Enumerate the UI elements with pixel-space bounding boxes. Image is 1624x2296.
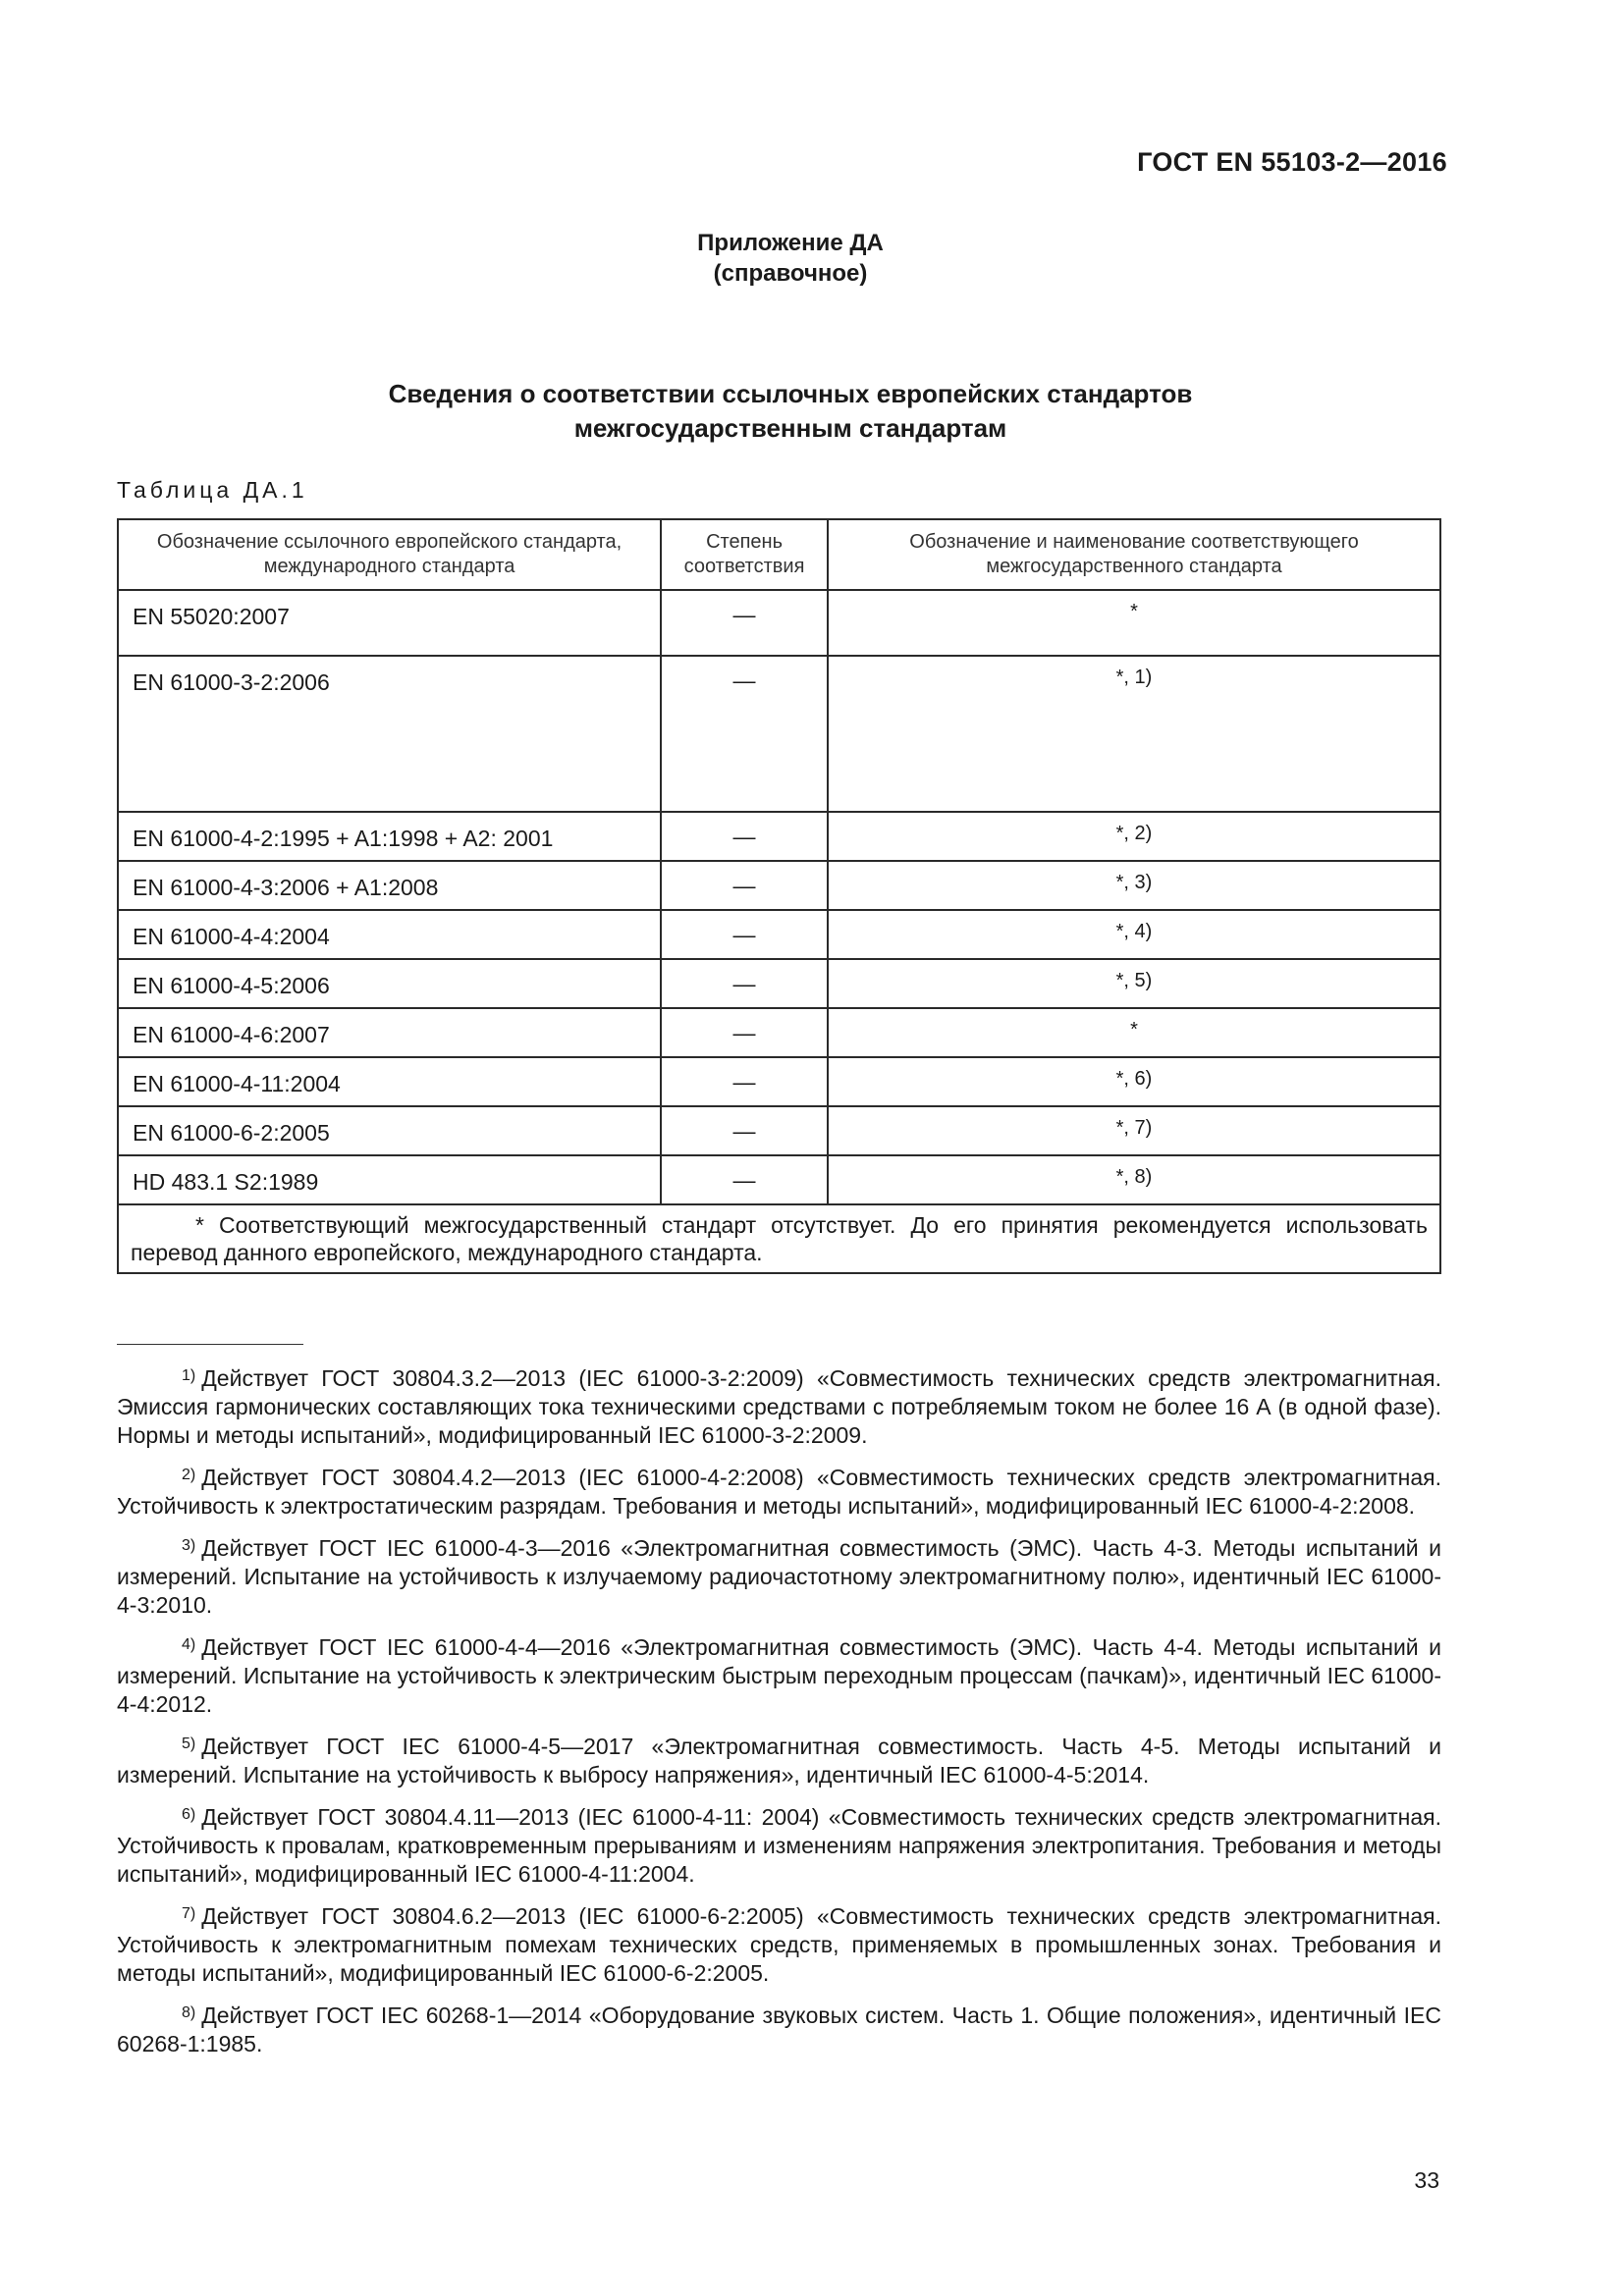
cell-degree: — (661, 1008, 828, 1057)
cell-degree: — (661, 656, 828, 812)
footnote-text: Действует ГОСТ IEC 61000-4-4—2016 «Электромагнитная совместимость (ЭМС). Часть 4-4. Методы испытаний и измерений. Испытание на устойчивость к электрическим быстрым переходным процессам (пачкам)», идентичный IEC 61000-4-4:2012. (117, 1634, 1441, 1717)
appendix-title-block (0, 228, 1581, 289)
table-row (118, 1155, 1440, 1204)
footnote-mark: 8) (182, 2004, 196, 2021)
cell-designation: EN 61000-4-4:2004 (118, 910, 661, 959)
standards-table (117, 518, 1441, 1274)
header-corresponding: Обозначение и наименование соответствующего межгосударственного стандарта (828, 519, 1440, 590)
cell-degree: — (661, 1106, 828, 1155)
cell-designation: EN 61000-4-5:2006 (118, 959, 661, 1008)
table-row (118, 1008, 1440, 1057)
footnote-mark: 4) (182, 1636, 196, 1653)
cell-corresponding: *, 7) (828, 1106, 1440, 1155)
appendix-subtitle: (справочное) (713, 260, 868, 287)
footnote-mark: 5) (182, 1735, 196, 1752)
cell-corresponding: * (828, 590, 1440, 656)
cell-degree: — (661, 590, 828, 656)
header-degree: Степень соответствия (661, 519, 828, 590)
cell-degree: — (661, 910, 828, 959)
cell-designation: EN 61000-4-3:2006 + A1:2008 (118, 861, 661, 910)
cell-corresponding: *, 8) (828, 1155, 1440, 1204)
section-heading (0, 377, 1581, 446)
cell-designation: EN 61000-4-11:2004 (118, 1057, 661, 1106)
footnote-text: Действует ГОСТ 30804.6.2—2013 (IEC 61000-6-2:2005) «Совместимость технических средств электромагнитная. Устойчивость к электромагнитным помехам технических средств, применяемых в промышленных зонах. Требования и методы испытаний», модифицированный IEC 61000-6-2:2005. (117, 1903, 1441, 1986)
footnote-text: Действует ГОСТ 30804.3.2—2013 (IEC 61000-3-2:2009) «Совместимость технических средств электромагнитная. Эмиссия гармонических составляющих тока техническими средствами с потребляемым током не более 16 А (в одной фазе). Нормы и методы испытаний», модифицированный IEC 61000-3-2:2009. (117, 1365, 1441, 1448)
table-row (118, 861, 1440, 910)
footnote-mark: 1) (182, 1367, 196, 1384)
heading-line-2: межгосударственным стандартам (573, 413, 1007, 443)
cell-corresponding: *, 6) (828, 1057, 1440, 1106)
table-row (118, 1057, 1440, 1106)
table-row (118, 812, 1440, 861)
cell-corresponding: *, 5) (828, 959, 1440, 1008)
footnote-5 (117, 1733, 1441, 1789)
footnote-mark: 7) (182, 1905, 196, 1922)
cell-degree: — (661, 812, 828, 861)
table-note-row (118, 1204, 1440, 1273)
cell-corresponding: *, 2) (828, 812, 1440, 861)
table-note (118, 1204, 1440, 1273)
footnote-mark: 6) (182, 1806, 196, 1823)
footnote-text: Действует ГОСТ IEC 60268-1—2014 «Оборудование звуковых систем. Часть 1. Общие положения», идентичный IEC 60268-1:1985. (117, 2002, 1441, 2056)
cell-corresponding: *, 4) (828, 910, 1440, 959)
footnote-text: Действует ГОСТ IEC 61000-4-5—2017 «Электромагнитная совместимость. Часть 4-5. Методы испытаний и измерений. Испытание на устойчивость к выбросу напряжения», идентичный IEC 61000-4-5:2014. (117, 1734, 1441, 1788)
footnote-1 (117, 1364, 1441, 1450)
table-header-row (118, 519, 1440, 590)
table-row (118, 1106, 1440, 1155)
table-row (118, 590, 1440, 656)
footnote-text: Действует ГОСТ 30804.4.2—2013 (IEC 61000-4-2:2008) «Совместимость технических средств электромагнитная. Устойчивость к электростатическим разрядам. Требования и методы испытаний», модифицированный IEC 61000-4-2:2008. (117, 1465, 1441, 1519)
footnote-mark: 3) (182, 1537, 196, 1554)
footnote-2 (117, 1464, 1441, 1521)
cell-corresponding: *, 1) (828, 656, 1440, 812)
footnote-4 (117, 1633, 1441, 1719)
cell-corresponding: * (828, 1008, 1440, 1057)
cell-designation: EN 61000-4-6:2007 (118, 1008, 661, 1057)
cell-degree: — (661, 959, 828, 1008)
footnote-6 (117, 1803, 1441, 1889)
cell-designation: EN 55020:2007 (118, 590, 661, 656)
cell-designation: EN 61000-6-2:2005 (118, 1106, 661, 1155)
footnote-3 (117, 1534, 1441, 1620)
header-designation: Обозначение ссылочного европейского стандарта, международного стандарта (118, 519, 661, 590)
table-label: Таблица ДА.1 (117, 477, 308, 503)
footnote-separator (117, 1344, 303, 1345)
appendix-title: Приложение ДА (697, 230, 884, 256)
cell-designation: HD 483.1 S2:1989 (118, 1155, 661, 1204)
cell-degree: — (661, 1057, 828, 1106)
footnotes (117, 1364, 1441, 2072)
cell-degree: — (661, 861, 828, 910)
cell-designation: EN 61000-3-2:2006 (118, 656, 661, 812)
cell-corresponding: *, 3) (828, 861, 1440, 910)
document-code: ГОСТ EN 55103-2—2016 (1137, 147, 1447, 177)
heading-line-1: Сведения о соответствии ссылочных европейских стандартов (388, 379, 1193, 408)
page-number: 33 (1414, 2167, 1439, 2193)
footnote-mark: 2) (182, 1467, 196, 1483)
footnote-text: Действует ГОСТ IEC 61000-4-3—2016 «Электромагнитная совместимость (ЭМС). Часть 4-3. Методы испытаний и измерений. Испытание на устойчивость к излучаемому радиочастотному электромагнитному полю», идентичный IEC 61000-4-3:2010. (117, 1535, 1441, 1618)
cell-degree: — (661, 1155, 828, 1204)
table-row (118, 656, 1440, 812)
table-row (118, 910, 1440, 959)
table-note-text: * Соответствующий межгосударственный стандарт отсутствует. До его принятия рекомендуется использовать перевод данного европейского, международного стандарта. (131, 1212, 1428, 1265)
table-row (118, 959, 1440, 1008)
footnote-7 (117, 1902, 1441, 1988)
footnote-text: Действует ГОСТ 30804.4.11—2013 (IEC 61000-4-11: 2004) «Совместимость технических средств электромагнитная. Устойчивость к провалам, кратковременным прерываниям и изменениям напряжения электропитания. Требования и методы испытаний», модифицированный IEC 61000-4-11:2004. (117, 1804, 1441, 1887)
cell-designation: EN 61000-4-2:1995 + A1:1998 + A2: 2001 (118, 812, 661, 861)
footnote-8 (117, 2002, 1441, 2058)
